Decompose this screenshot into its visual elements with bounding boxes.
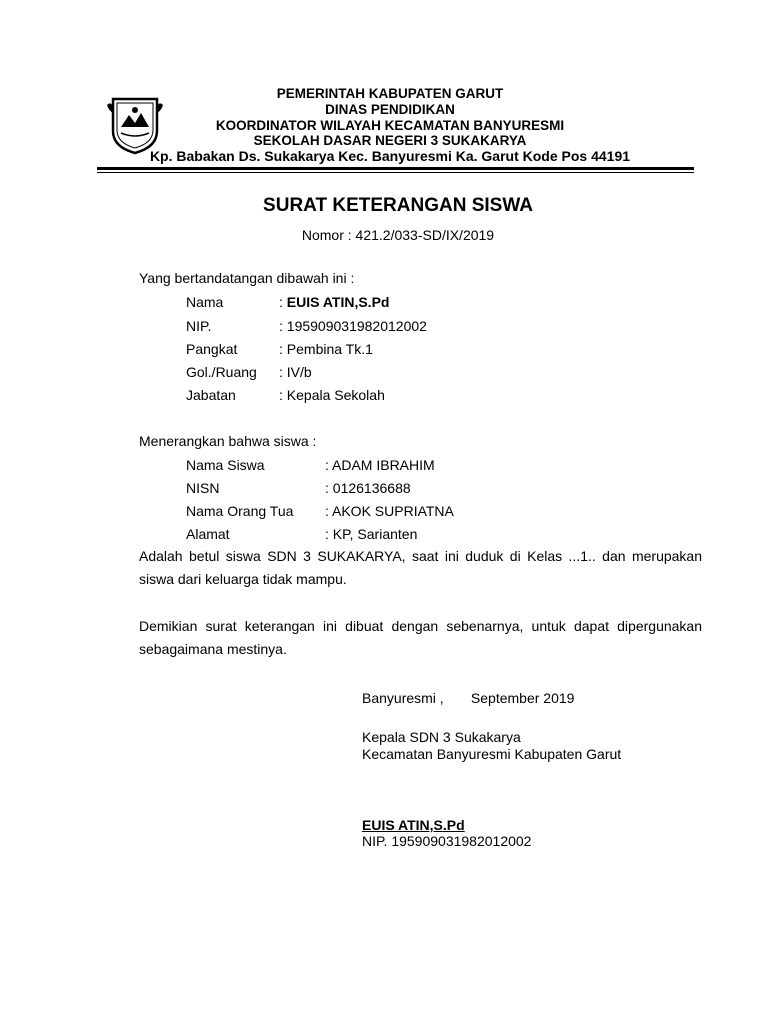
student-name-label: Nama Siswa <box>186 457 265 473</box>
statement-paragraph: Adalah betul siswa SDN 3 SUKAKARYA, saat ini duduk di Kelas ...1.. dan merupakan siswa dari keluarga tidak mampu. <box>139 548 702 587</box>
letterhead-rule-thin <box>97 172 694 173</box>
student-name-value: : ADAM IBRAHIM <box>325 457 435 473</box>
signer-position-label: Jabatan <box>186 387 236 403</box>
signer-nip-value: : 195909031982012002 <box>279 318 427 334</box>
signer-name-label: Nama <box>186 294 224 310</box>
student-nisn-value: : 0126136688 <box>325 480 411 496</box>
letterhead-line-3: KOORDINATOR WILAYAH KECAMATAN BANYURESMI <box>215 118 565 133</box>
signer-grade-value: : IV/b <box>279 364 312 380</box>
student-address-value: : KP, Sarianten <box>325 526 418 542</box>
letterhead-line-1: PEMERINTAH KABUPATEN GARUT <box>276 86 504 101</box>
signer-nip: NIP. 195909031982012002 <box>362 833 532 849</box>
student-parent-label: Nama Orang Tua <box>186 503 294 519</box>
signer-name: EUIS ATIN,S.Pd <box>362 817 465 833</box>
letterhead-line-2: DINAS PENDIDIKAN <box>325 102 455 117</box>
letterhead-line-4: SEKOLAH DASAR NEGERI 3 SUKAKARYA <box>253 133 527 148</box>
place-date: Banyuresmi , September 2019 <box>362 690 575 706</box>
signer-title-2: Kecamatan Banyuresmi Kabupaten Garut <box>362 746 622 762</box>
signer-rank-label: Pangkat <box>186 341 238 357</box>
signer-name-value: : EUIS ATIN,S.Pd <box>279 294 390 310</box>
signer-nip-label: NIP. <box>186 318 212 334</box>
student-parent-value: : AKOK SUPRIATNA <box>325 503 454 519</box>
signer-title-1: Kepala SDN 3 Sukakarya <box>362 729 521 745</box>
signer-position-value: : Kepala Sekolah <box>279 387 385 403</box>
student-intro: Menerangkan bahwa siswa : <box>139 433 317 449</box>
closing-paragraph: Demikian surat keterangan ini dibuat dengan sebenarnya, untuk dapat dipergunakan sebagaimana mestinya. <box>139 618 702 657</box>
signer-intro: Yang bertandatangan dibawah ini : <box>139 270 355 286</box>
letterhead-rule-thick <box>97 167 694 170</box>
letterhead-address: Kp. Babakan Ds. Sukakarya Kec. Banyuresmi Ka. Garut Kode Pos 44191 <box>149 148 631 164</box>
student-address-label: Alamat <box>186 526 230 542</box>
letter-number: Nomor : 421.2/033-SD/IX/2019 <box>301 227 495 243</box>
signer-grade-label: Gol./Ruang <box>186 364 257 380</box>
letter-title: SURAT KETERANGAN SISWA <box>263 195 533 216</box>
signer-rank-value: : Pembina Tk.1 <box>279 341 373 357</box>
student-nisn-label: NISN <box>186 480 220 496</box>
